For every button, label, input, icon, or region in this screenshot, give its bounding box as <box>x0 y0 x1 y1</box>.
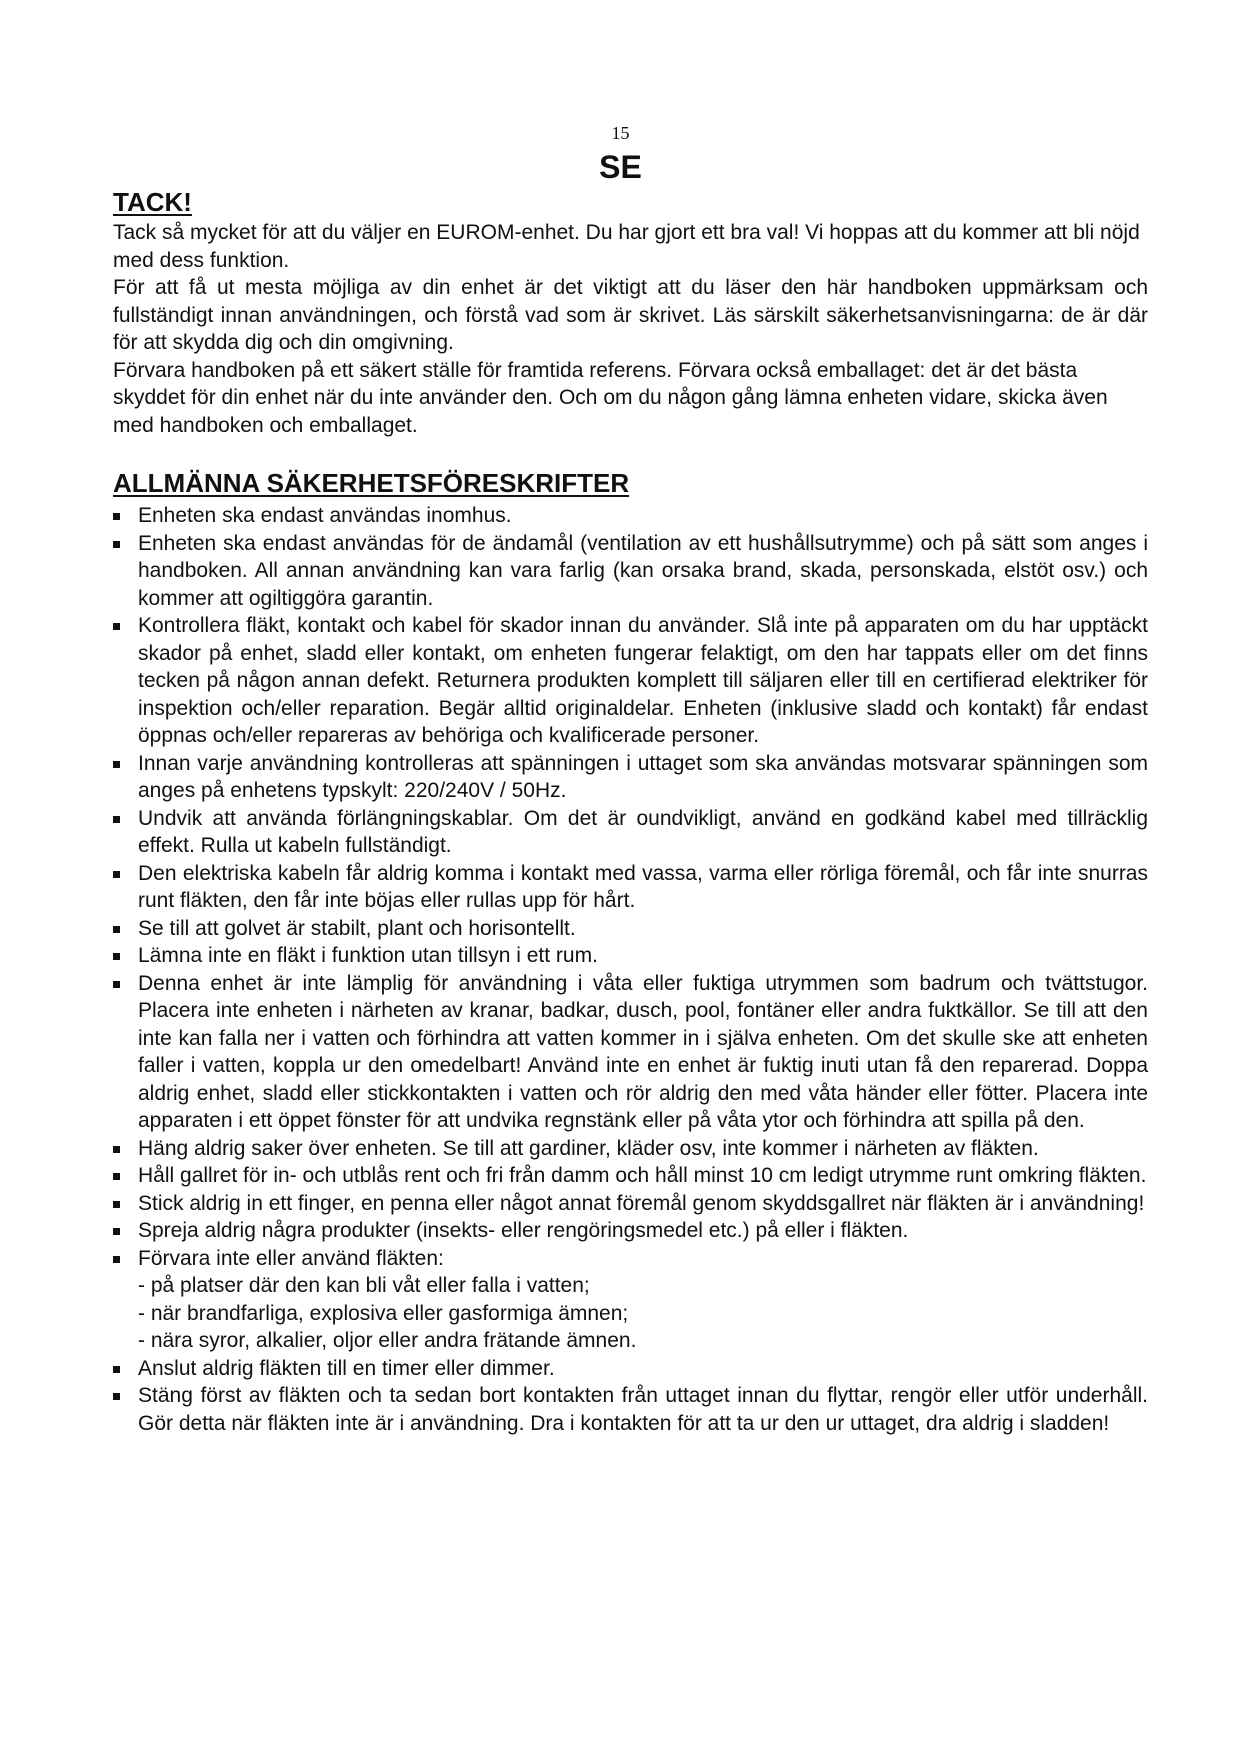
thanks-section <box>113 185 1148 439</box>
safety-item <box>113 502 1148 530</box>
safety-item-text: Se till att golvet är stabilt, plant och horisontellt. <box>138 916 576 940</box>
safety-item <box>113 970 1148 1135</box>
safety-item-text: Anslut aldrig fläkten till en timer eller dimmer. <box>138 1356 555 1380</box>
safety-item <box>113 860 1148 915</box>
safety-item <box>113 612 1148 750</box>
square-bullet-icon <box>113 1366 120 1373</box>
safety-heading: ALLMÄNNA SÄKERHETSFÖRESKRIFTER <box>113 468 630 498</box>
safety-item-text: Lämna inte en fläkt i funktion utan tillsyn i ett rum. <box>138 944 598 967</box>
safety-item-text: Håll gallret för in- och utblås rent och fri från damm och håll minst 10 cm ledigt utrymme runt omkring fläkten. <box>138 1164 1147 1187</box>
safety-item <box>113 1190 1148 1218</box>
storage-intro: Förvara inte eller använd fläkten: <box>138 1246 444 1270</box>
square-bullet-icon <box>113 1201 120 1208</box>
safety-item-text: Innan varje användning kontrolleras att spänningen i uttaget som ska användas motsvarar spänningen som anges på enhetens typskylt: 220/240V / 50Hz. <box>138 751 1148 802</box>
safety-item <box>113 1217 1148 1245</box>
square-bullet-icon <box>113 871 120 878</box>
safety-item-text: Enheten ska endast användas inomhus. <box>138 504 512 527</box>
square-bullet-icon <box>113 761 120 768</box>
thanks-heading: TACK! <box>113 187 192 217</box>
safety-item-text: Enheten ska endast användas för de ändamål (ventilation av ett hushållsutrymme) och på sätt som anges i handboken. All annan användning kan vara farlig (kan orsaka brand, skada, personskada, elstöt osv.) och kommer att ogiltiggöra garantin. <box>138 531 1148 610</box>
thanks-paragraph: Tack så mycket för att du väljer en EUROM-enhet. Du har gjort ett bra val! Vi hoppas att du kommer att bli nöjd med dess funktion. <box>113 221 1140 272</box>
storage-sub-item: - på platser där den kan bli våt eller falla i vatten; <box>138 1274 590 1297</box>
square-bullet-icon <box>113 513 120 520</box>
safety-item-text: Den elektriska kabeln får aldrig komma i kontakt med vassa, varma eller rörliga föremål, och får inte snurras runt fläkten, den får inte böjas eller rullas upp för hårt. <box>138 861 1148 912</box>
square-bullet-icon <box>113 1228 120 1235</box>
safety-item-text: Kontrollera fläkt, kontakt och kabel för skador innan du använder. Slå inte på apparaten om du har upptäckt skador på enhet, sladd eller kontakt, om enheten fungerar felaktigt, om den har tappats eller om det finns tecken på någon annan defekt. Returnera produkten komplett till säljaren eller till en certifierad elektriker för inspektion och/eller reparation. Begär alltid originaldelar. Enheten (inklusive sladd och kontakt) får endast öppnas och/eller repareras av behöriga och kvalificerade personer. <box>138 614 1148 747</box>
safety-item <box>113 1355 1148 1383</box>
square-bullet-icon <box>113 1173 120 1180</box>
safety-section <box>113 466 1148 1437</box>
square-bullet-icon <box>113 1146 120 1153</box>
page-number: 15 <box>611 123 630 143</box>
safety-item <box>113 1135 1148 1163</box>
safety-item-text: Undvik att använda förlängningskablar. Om det är oundvikligt, använd en godkänd kabel med tillräcklig effekt. Rulla ut kabeln fullständigt. <box>138 806 1148 857</box>
square-bullet-icon <box>113 623 120 630</box>
square-bullet-icon <box>113 541 120 548</box>
safety-item <box>113 530 1148 613</box>
safety-item-text: Stäng först av fläkten och ta sedan bort kontakten från uttaget innan du flyttar, rengör eller utför underhåll. Gör detta när fläkten inte är i användning. Dra i kontakten för att ta ur den ur uttaget, dra aldrig i sladden! <box>138 1384 1148 1435</box>
safety-list <box>113 502 1148 1437</box>
safety-item-storage <box>113 1245 1148 1355</box>
safety-item <box>113 1162 1148 1190</box>
square-bullet-icon <box>113 1256 120 1263</box>
safety-item <box>113 750 1148 805</box>
square-bullet-icon <box>113 1393 120 1400</box>
storage-sub-item: - när brandfarliga, explosiva eller gasformiga ämnen; <box>138 1301 629 1325</box>
thanks-paragraph: Förvara handboken på ett säkert ställe för framtida referens. Förvara också emballaget: det är det bästa skyddet för din enhet när du inte använder den. Och om du någon gång lämna enheten vidare, skicka även med handboken och emballaget. <box>113 358 1108 437</box>
safety-item <box>113 915 1148 943</box>
safety-item <box>113 942 1148 970</box>
language-code: SE <box>599 149 642 185</box>
square-bullet-icon <box>113 953 120 960</box>
square-bullet-icon <box>113 816 120 823</box>
safety-item-text: Häng aldrig saker över enheten. Se till att gardiner, kläder osv, inte kommer i närheten av fläkten. <box>138 1136 1039 1160</box>
manual-content <box>113 185 1148 1437</box>
safety-item-text: Denna enhet är inte lämplig för användning i våta eller fuktiga utrymmen som badrum och tvättstugor. Placera inte enheten i närheten av kranar, badkar, dusch, pool, fontäner eller andra fuktkällor. Se till att den inte kan falla ner i vatten och förhindra att vatten kommer in i själva enheten. Om det skulle ske att enheten faller i vatten, koppla ur den omedelbart! Använd inte en enhet är fuktig inuti utan få den reparerad. Doppa aldrig enhet, sladd eller stickkontakten i vatten och rör aldrig den med våta händer eller fötter. Placera inte apparaten i ett öppet fönster för att undvika regnstänk eller på våta ytor och förhindra att spilla på den. <box>138 971 1148 1132</box>
safety-item-text: Spreja aldrig några produkter (insekts- eller rengöringsmedel etc.) på eller i fläkten. <box>138 1219 909 1242</box>
safety-item <box>113 1382 1148 1437</box>
storage-sub-item: - nära syror, alkalier, oljor eller andra frätande ämnen. <box>138 1329 637 1352</box>
square-bullet-icon <box>113 981 120 988</box>
square-bullet-icon <box>113 926 120 933</box>
safety-item <box>113 805 1148 860</box>
safety-item-text: Stick aldrig in ett finger, en penna eller något annat föremål genom skyddsgallret när fläkten är i användning! <box>138 1191 1145 1215</box>
thanks-paragraph: För att få ut mesta möjliga av din enhet är det viktigt att du läser den här handboken uppmärksam och fullständigt innan användningen, och förstå vad som är skrivet. Läs särskilt säkerhetsanvisningarna: de är där för att skydda dig och din omgivning. <box>113 276 1148 354</box>
